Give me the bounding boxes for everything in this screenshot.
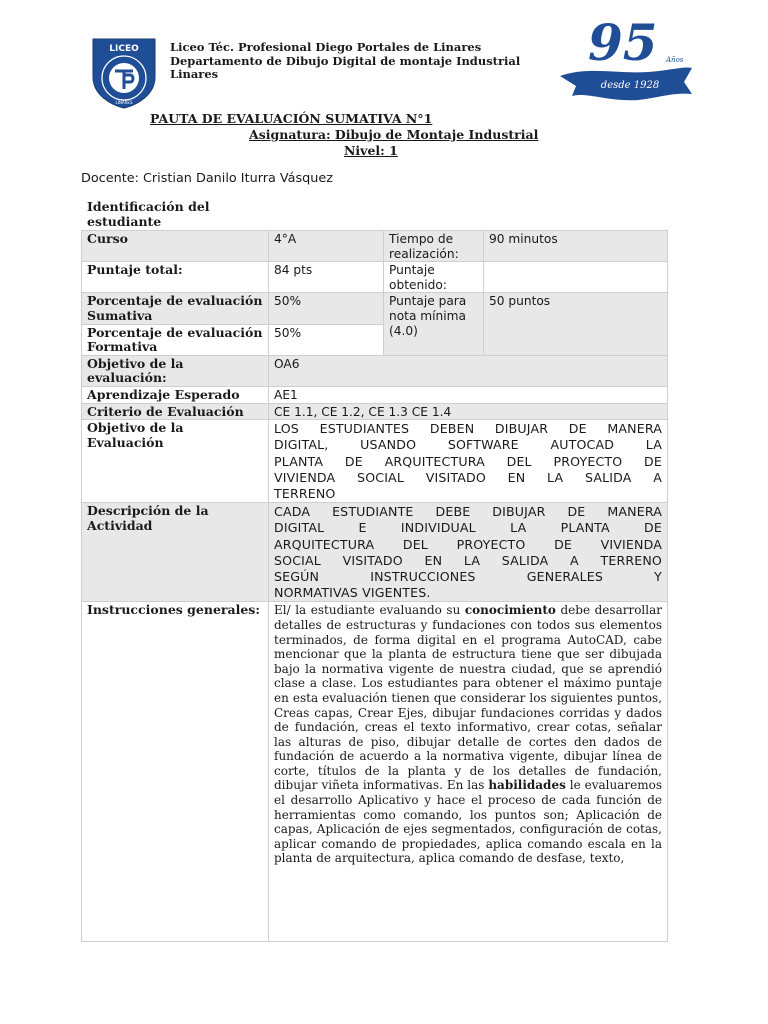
formative-label: Porcentaje de evaluación Formativa: [82, 324, 269, 355]
expected-learning-value: AE1: [269, 386, 668, 403]
shield-bottom-text: LINARES: [115, 100, 133, 105]
table-row: [82, 231, 668, 262]
time-value: 90 minutos: [484, 231, 668, 262]
shield-top-text: LICEO: [109, 44, 139, 54]
objective-value: OA6: [269, 355, 668, 386]
obtained-score-label: Puntaje obtenido:: [384, 262, 484, 293]
anniversary-ribbon-text: desde 1928: [600, 80, 660, 91]
objective-label: Objetivo de la evaluación:: [82, 355, 269, 386]
document-title: PAUTA DE EVALUACIÓN SUMATIVA N°1: [150, 111, 433, 126]
table-row: [82, 503, 668, 602]
general-instructions-label: Instrucciones generales:: [82, 602, 269, 942]
evaluation-objective-label: Objetivo de la Evaluación: [82, 420, 269, 503]
table-row: [82, 293, 668, 324]
evaluation-objective-value: LOS ESTUDIANTES DEBEN DIBUJAR DE MANERA DIGITAL, USANDO SOFTWARE AUTOCAD LA PLANTA DE ARQUITECTURA DEL PROYECTO DE VIVIENDA SOCIAL VISITADO EN LA SALIDA A TERRENO: [269, 420, 668, 503]
anniversary-logo: [558, 16, 694, 104]
criteria-value: CE 1.1, CE 1.2, CE 1.3 CE 1.4: [269, 403, 668, 420]
obtained-score-value: [484, 262, 668, 293]
curso-label: Curso: [82, 231, 269, 262]
total-score-value: 84 pts: [269, 262, 384, 293]
department-name: Departamento de Dibujo Digital de montaje Industrial: [170, 53, 521, 68]
teacher-name: Docente: Cristian Danilo Iturra Vásquez: [81, 171, 334, 186]
expected-learning-label: Aprendizaje Esperado: [82, 386, 269, 403]
activity-description-label: Descripción de la Actividad: [82, 503, 269, 602]
level-title: Nivel: 1: [344, 143, 398, 158]
table-row: [82, 602, 668, 942]
school-shield-logo: [91, 37, 157, 109]
criteria-label: Criterio de Evaluación: [82, 403, 269, 420]
school-header: [170, 41, 520, 82]
table-row: [82, 420, 668, 503]
curso-value: 4°A: [269, 231, 384, 262]
time-label: Tiempo de realización:: [384, 231, 484, 262]
city-name: Linares: [170, 67, 219, 82]
table-row: [82, 386, 668, 403]
table-row: [82, 262, 668, 293]
total-score-label: Puntaje total:: [82, 262, 269, 293]
summative-label: Porcentaje de evaluación Sumativa: [82, 293, 269, 324]
evaluation-table: [81, 230, 668, 942]
table-row: [82, 355, 668, 386]
anniversary-number: 95: [588, 16, 658, 72]
subject-title: Asignatura: Dibujo de Montaje Industrial: [249, 127, 539, 142]
min-grade-label: Puntaje para nota mínima (4.0): [384, 293, 484, 355]
identification-heading: Identificación del estudiante: [87, 199, 210, 229]
table-row: [82, 403, 668, 420]
summative-value: 50%: [269, 293, 384, 324]
min-grade-value: 50 puntos: [484, 293, 668, 355]
activity-description-value: CADA ESTUDIANTE DEBE DIBUJAR DE MANERA DIGITAL E INDIVIDUAL LA PLANTA DE ARQUITECTURA DEL PROYECTO DE VIVIENDA SOCIAL VISITADO EN LA SALIDA A TERRENO SEGÚN INSTRUCCIONES GENERALES Y NORMATIVAS VIGENTES.: [269, 503, 668, 602]
school-name: Liceo Téc. Profesional Diego Portales de Linares: [170, 40, 482, 54]
general-instructions-value: El/ la estudiante evaluando su conocimiento debe desarrollar detalles de estructuras y fundaciones con todos sus elementos terminados, de forma digital en el programa AutoCAD, cabe mencionar que la planta de estructura tiene que ser dibujada bajo la normativa vigente de nuestra ciudad, que se aprendió clase a clase. Los estudiantes para obtener el máximo puntaje en esta evaluación tienen que considerar los siguientes puntos, Creas capas, Crear Ejes, dibujar fundaciones corridas y dados de fundación, creas el texto informativo, crear cotas, señalar las alturas de piso, dibujar detalle de cortes den dados de fundación de acuerdo a la normativa vigente, dibujar línea de corte, títulos de la planta y de los detalles de fundación, dibujar viñeta informativas. En las habilidades le evaluaremos el desarrollo Aplicativo y hace el proceso de cada función de herramientas como comando, los puntos son; Aplicación de capas, Aplicación de ejes segmentados, configuración de cotas, aplicar comando de propiedades, aplica comando escala en la planta de arquitectura, aplica comando de desfase, texto,: [269, 602, 668, 942]
formative-value: 50%: [269, 324, 384, 355]
anniversary-suffix: Años: [666, 56, 684, 64]
